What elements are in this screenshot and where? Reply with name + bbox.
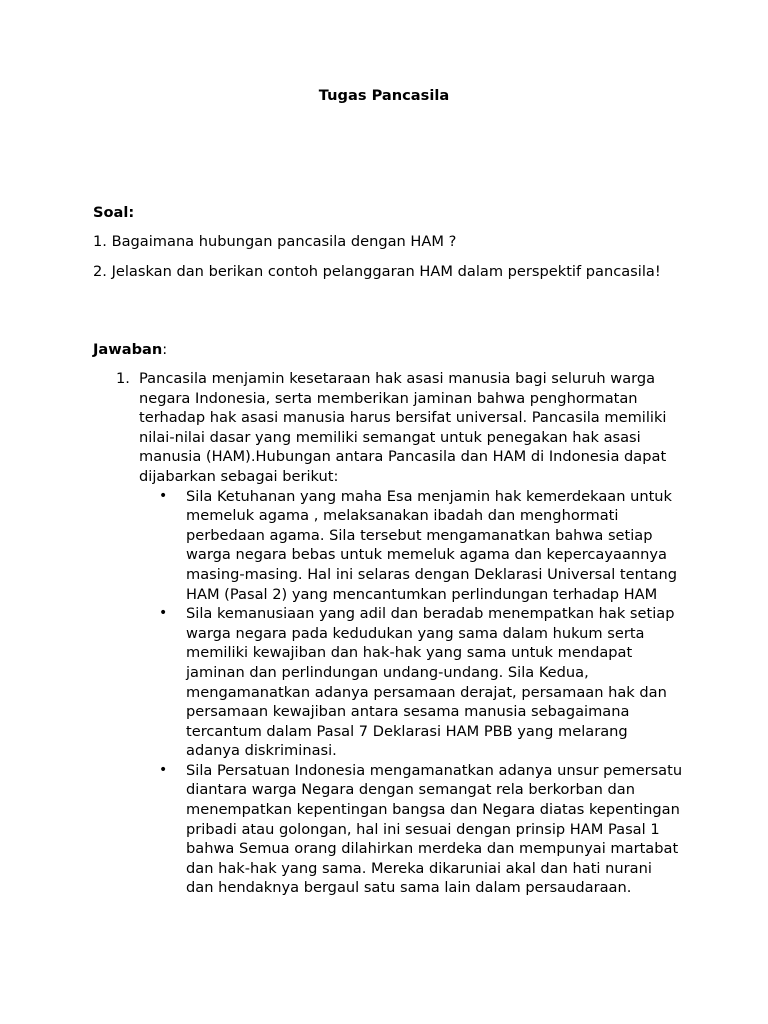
answer-item — [93, 369, 683, 898]
sila-item — [139, 761, 683, 898]
sila-item — [139, 604, 683, 761]
answer-text: Pancasila menjamin kesetaraan hak asasi manusia bagi seluruh warga negara Indonesia, serta memberikan jaminan bahwa penghormatan terhadap hak asasi manusia harus bersifat universal. Pancasila memiliki nilai-nilai dasar yang memiliki semangat untuk penegakan hak asasi manusia (HAM).Hubungan antara Pancasila dan HAM di Indonesia dapat dijabarkan sebagai berikut: — [139, 370, 667, 485]
bullet-icon: • — [159, 605, 168, 622]
jawaban-heading-label: Jawaban — [93, 341, 163, 358]
sila-text: Sila Ketuhanan yang maha Esa menjamin hak kemerdekaan untuk memeluk agama , melaksanakan ibadah dan menghormati perbedaan agama. Sila tersebut mengamanatkan bahwa setiap warga negara bebas untuk memeluk agama dan kepercayaannya masing-masing. Hal ini selaras dengan Deklarasi Universal tentang HAM (Pasal 2) yang mencantumkan perlindungan terhadap HAM — [186, 487, 678, 603]
question-2: 2. Jelaskan dan berikan contoh pelanggaran HAM dalam perspektif pancasila! — [93, 263, 661, 280]
bullet-icon: • — [159, 487, 168, 504]
sila-item — [139, 487, 683, 605]
sila-text: Sila Persatuan Indonesia mengamanatkan adanya unsur pemersatu diantara warga Negara dengan semangat rela berkorban dan menempatkan kepentingan bangsa dan Negara diatas kepentingan pribadi atau golongan, hal ini sesuai dengan prinsip HAM Pasal 1 bahwa Semua orang dilahirkan merdeka dan mempunyai martabat dan hak-hak yang sama. Mereka dikaruniai akal dan hati nurani dan hendaknya bergaul satu sama lain dalam persaudaraan. — [186, 761, 683, 897]
answer-list — [93, 369, 683, 898]
jawaban-heading-colon: : — [162, 341, 168, 358]
document-title: Tugas Pancasila — [318, 87, 450, 104]
sila-text: Sila kemanusiaan yang adil dan beradab menempatkan hak setiap warga negara pada kedudukan yang sama dalam hukum serta memiliki kewajiban dan hak-hak yang sama untuk mendapat jaminan dan perlindungan undang-undang. Sila Kedua, mengamanatkan adanya persamaan derajat, persamaan hak dan persamaan kewajiban antara sesama manusia sebagaimana tercantum dalam Pasal 7 Deklarasi HAM PBB yang melarang adanya diskriminasi. — [186, 605, 675, 760]
question-1: 1. Bagaimana hubungan pancasila dengan HAM ? — [93, 233, 457, 250]
answer-number: 1. — [116, 370, 130, 387]
jawaban-heading — [93, 340, 167, 360]
sila-list — [139, 487, 683, 898]
bullet-icon: • — [159, 761, 168, 778]
soal-heading: Soal: — [93, 204, 135, 221]
